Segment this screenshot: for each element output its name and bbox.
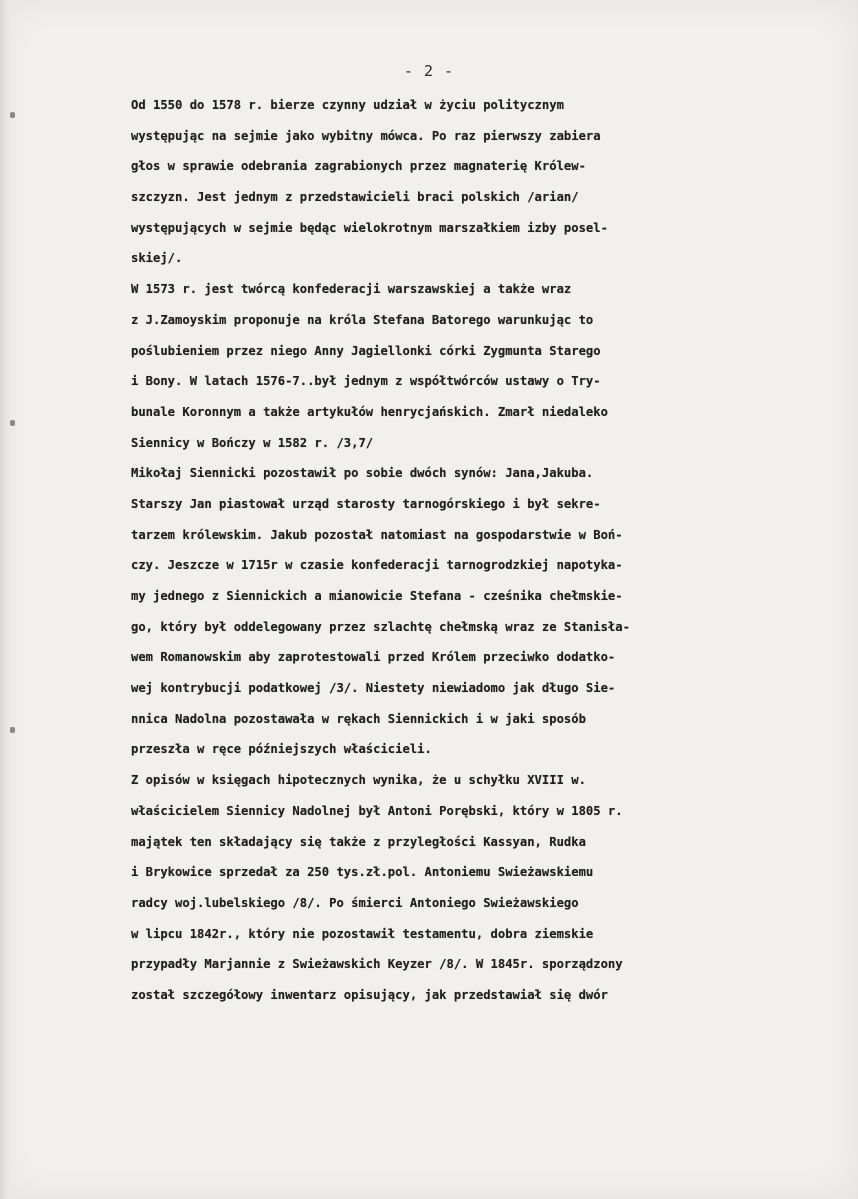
text-line: głos w sprawie odebrania zagrabionych przez magnaterię Królew- [131, 159, 586, 174]
text-line: właścicielem Siennicy Nadolnej był Antoni Porębski, który w 1805 r. [131, 803, 623, 818]
text-line: radcy woj.lubelskiego /8/. Po śmierci Antoniego Swieżawskiego [131, 895, 579, 910]
page-number: - 2 - [403, 62, 455, 80]
text-line: Starszy Jan piastował urząd starosty tarnogórskiego i był sekre- [131, 496, 601, 511]
text-line: Od 1550 do 1578 r. bierze czynny udział w życiu politycznym [131, 98, 564, 112]
punch-hole-mark [10, 112, 15, 118]
text-line: i Brykowice sprzedał za 250 tys.zł.pol. Antoniemu Swieżawskiemu [131, 865, 594, 880]
text-line: wem Romanowskim aby zaprotestowali przed Królem przeciwko dodatko- [131, 650, 616, 665]
text-line: nnica Nadolna pozostawała w rękach Siennickich i w jaki sposób [131, 711, 586, 726]
text-line: z J.Zamoyskim proponuje na króla Stefana Batorego warunkując to [131, 312, 594, 327]
page-left-edge [0, 0, 10, 1199]
text-line: Mikołaj Siennicki pozostawił po sobie dwóch synów: Jana,Jakuba. [131, 466, 594, 481]
text-line: w lipcu 1842r., który nie pozostawił testamentu, dobra ziemskie [131, 926, 594, 941]
text-line: wej kontrybucji podatkowej /3/. Niestety niewiadomo jak długo Sie- [131, 681, 616, 696]
text-line: przeszła w ręce późniejszych właścicieli. [131, 742, 432, 757]
punch-hole-mark [10, 420, 15, 426]
punch-hole-mark [10, 727, 15, 733]
text-line: szczyzn. Jest jednym z przedstawicieli braci polskich /arian/ [131, 190, 579, 205]
text-line: występujących w sejmie będąc wielokrotnym marszałkiem izby posel- [131, 220, 608, 235]
text-line: został szczegółowy inwentarz opisujący, jak przedstawiał się dwór [131, 987, 608, 1002]
text-line: go, który był oddelegowany przez szlachtę chełmską wraz ze Stanisła- [131, 619, 630, 634]
text-line: Z opisów w księgach hipotecznych wynika, że u schyłku XVIII w. [131, 773, 586, 788]
text-line: poślubieniem przez niego Anny Jagiellonki córki Zygmunta Starego [131, 343, 601, 358]
text-line: W 1573 r. jest twórcą konfederacji warszawskiej a także wraz [131, 282, 572, 297]
text-line: Siennicy w Bończy w 1582 r. /3,7/ [131, 435, 374, 450]
text-line: czy. Jeszcze w 1715r w czasie konfederacji tarnogrodzkiej napotyka- [131, 558, 623, 573]
text-line: skiej/. [131, 251, 183, 266]
text-line: bunale Koronnym a także artykułów henrycjańskich. Zmarł niedaleko [131, 404, 608, 419]
text-line: majątek ten składający się także z przyległości Kassyan, Rudka [131, 834, 586, 849]
text-line: występując na sejmie jako wybitny mówca. Po raz pierwszy zabiera [131, 128, 601, 143]
text-line: przypadły Marjannie z Swieżawskich Keyzer /8/. W 1845r. sporządzony [131, 957, 623, 972]
typed-body-text [131, 90, 836, 1011]
text-line: my jednego z Siennickich a mianowicie Stefana - cześnika chełmskie- [131, 589, 623, 603]
text-line: tarzem królewskim. Jakub pozostał natomiast na gospodarstwie w Boń- [131, 527, 623, 542]
text-line: i Bony. W latach 1576-7..był jednym z współtwórców ustawy o Try- [131, 374, 601, 389]
